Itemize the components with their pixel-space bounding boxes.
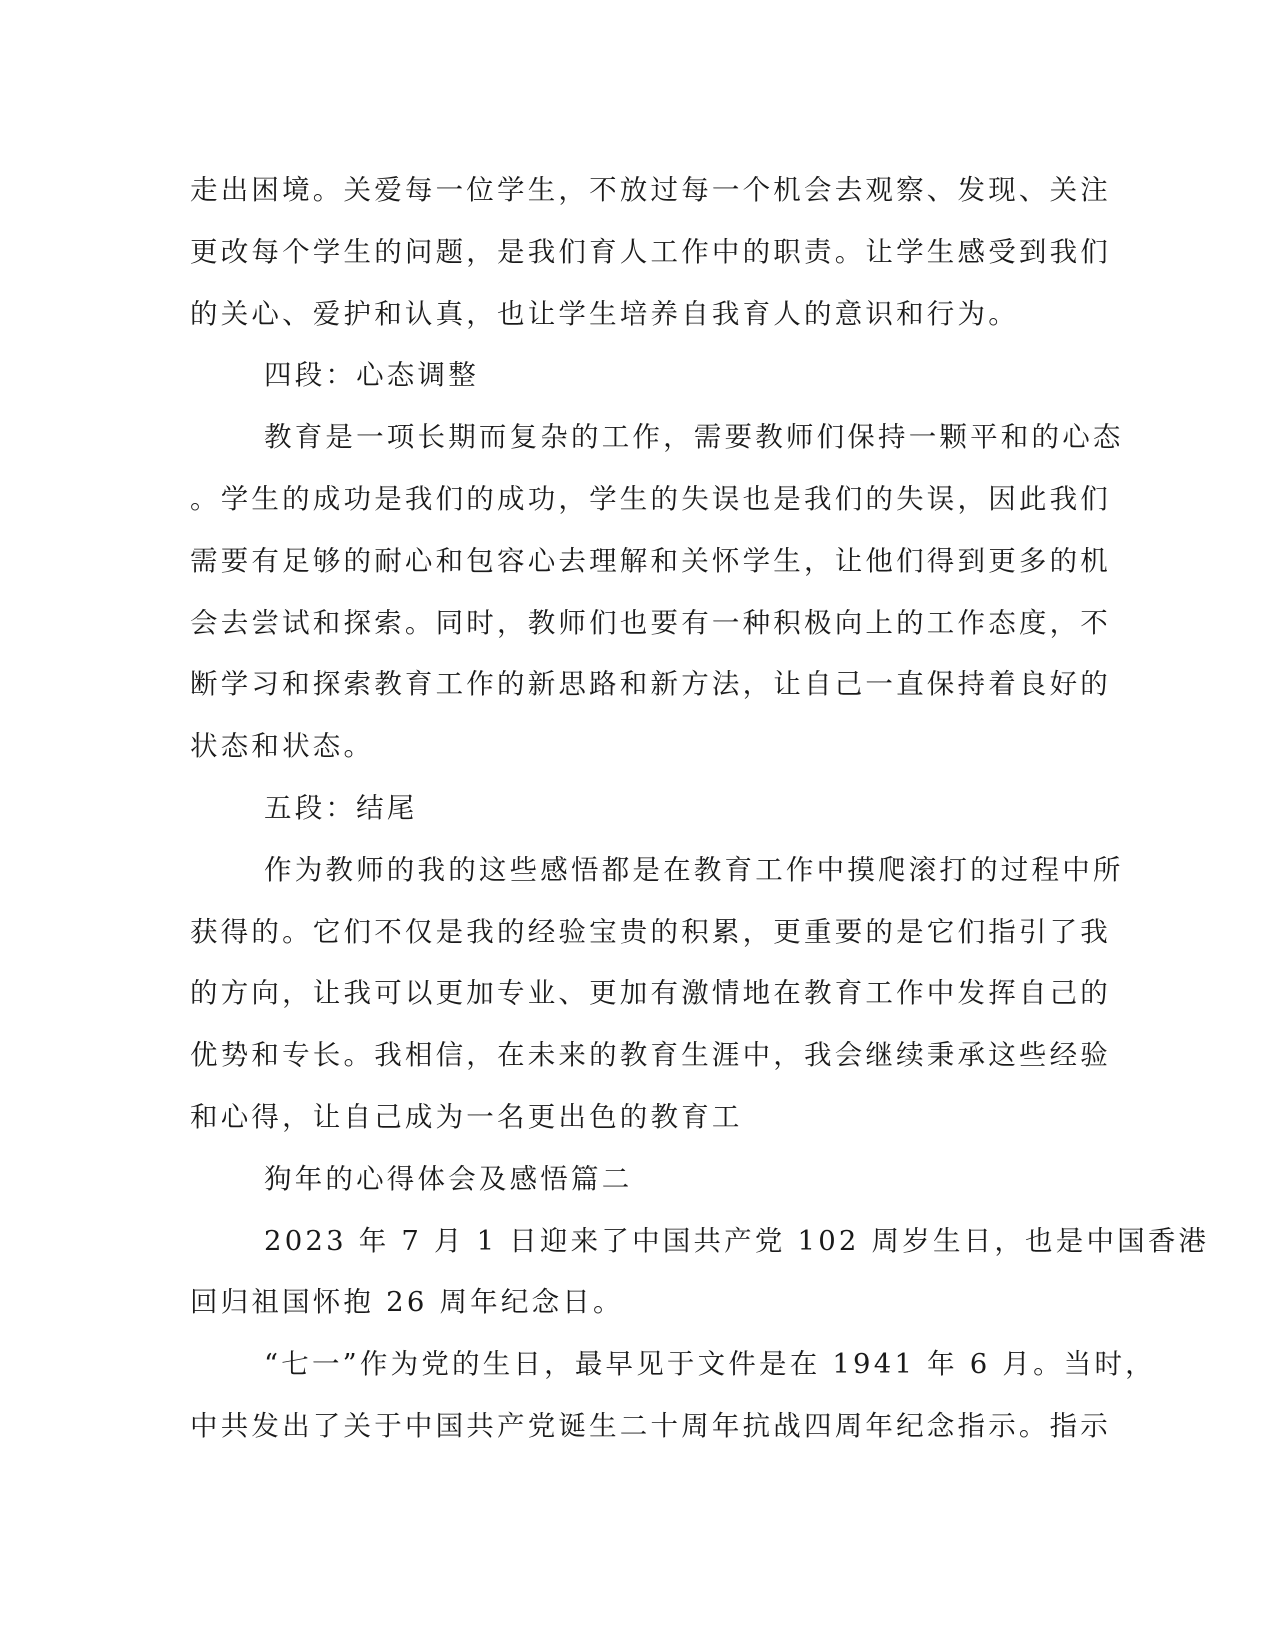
text-line: 。学生的成功是我们的成功，学生的失误也是我们的失误，因此我们 (190, 482, 1111, 515)
text-line: 作为教师的我的这些感悟都是在教育工作中摸爬滚打的过程中所 (264, 853, 1124, 886)
text-line: “七一”作为党的生日，最早见于文件是在 1941 年 6 月。当时， (264, 1348, 1156, 1381)
text-line: 断学习和探索教育工作的新思路和新方法，让自己一直保持着良好的 (190, 668, 1111, 701)
text-line: 教育是一项长期而复杂的工作，需要教师们保持一颗平和的心态 (264, 421, 1124, 454)
text-line: 的方向，让我可以更加专业、更加有激情地在教育工作中发挥自己的 (190, 977, 1111, 1010)
text-line: 会去尝试和探索。同时，教师们也要有一种积极向上的工作态度，不 (190, 606, 1111, 639)
text-line: 中共发出了关于中国共产党诞生二十周年抗战四周年纪念指示。指示 (190, 1409, 1111, 1442)
text-line: 更改每个学生的问题，是我们育人工作中的职责。让学生感受到我们 (190, 235, 1111, 268)
section-heading: 五段：结尾 (264, 791, 418, 824)
text-line: 回归祖国怀抱 26 周年纪念日。 (190, 1286, 624, 1319)
article-title: 狗年的心得体会及感悟篇二 (264, 1162, 633, 1195)
document-body (190, 160, 1210, 1458)
text-line: 2023 年 7 月 1 日迎来了中国共产党 102 周岁生日，也是中国香港 (264, 1224, 1210, 1257)
text-line: 获得的。它们不仅是我的经验宝贵的积累，更重要的是它们指引了我 (190, 915, 1111, 948)
text-line: 和心得，让自己成为一名更出色的教育工 (190, 1100, 743, 1133)
section-heading: 四段：心态调整 (264, 359, 479, 392)
text-line: 的关心、爱护和认真，也让学生培养自我育人的意识和行为。 (190, 297, 1019, 330)
text-line: 状态和状态。 (190, 730, 375, 763)
text-line: 需要有足够的耐心和包容心去理解和关怀学生，让他们得到更多的机 (190, 544, 1111, 577)
text-line: 走出困境。关爱每一位学生，不放过每一个机会去观察、发现、关注 (190, 174, 1111, 206)
text-line: 优势和专长。我相信，在未来的教育生涯中，我会继续秉承这些经验 (190, 1039, 1111, 1072)
